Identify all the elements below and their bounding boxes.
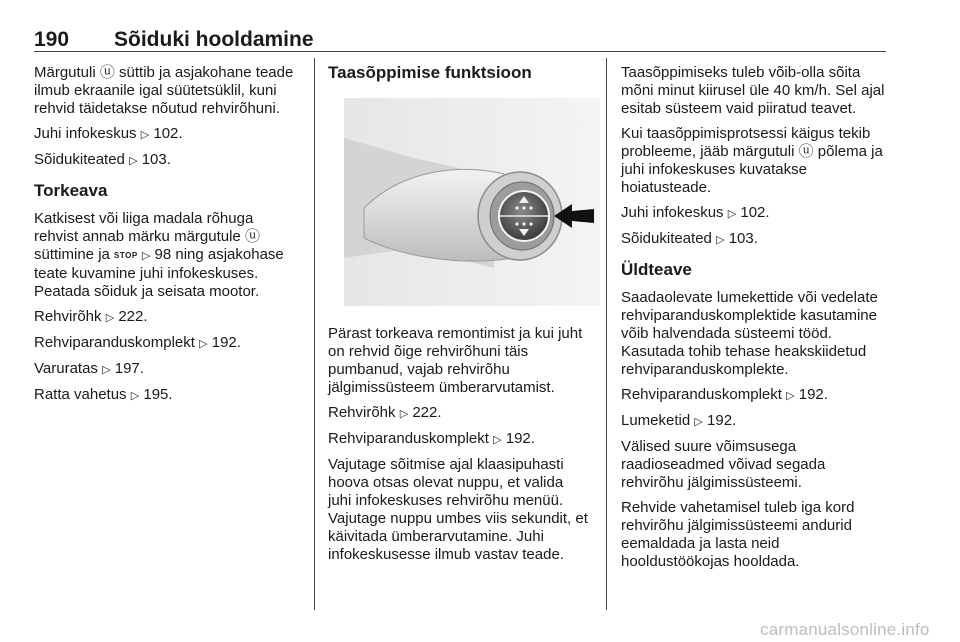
column-1 bbox=[34, 64, 299, 412]
paragraph: Katkisest või liiga madala rõhuga rehvist annab märku märgutule ⓤ süttimine ja STOP ▷ 98 ning asjakohase teate kuvamine juhi infokeskuses. Peatada sõiduk ja seisata mootor. bbox=[34, 210, 284, 300]
cross-reference[interactable]: Ratta vahetus ▷ 195. bbox=[34, 386, 173, 403]
paragraph: Saadaolevate lumekettide või vedelate rehviparanduskomplektide kasutamine võib halvendada süsteemi tööd. Kasutada tohib tehase heakskiidetud rehviparanduskomplekte. bbox=[621, 289, 878, 378]
page-ref-icon: ▷ bbox=[105, 312, 115, 324]
paragraph: Vajutage sõitmise ajal klaasipuhasti hoova otsas olevat nuppu, et valida juhi infokeskuses rehvirõhu menüü. Vajutage nuppu umbes viis sekundit, et käivitada ümberarvutamine. Juhi infokeskusesse ilmub vastav teade. bbox=[328, 456, 588, 563]
page-ref-icon: ▷ bbox=[102, 364, 111, 376]
page-ref-icon: ▷ bbox=[141, 250, 151, 262]
column-divider bbox=[606, 58, 607, 610]
cross-reference[interactable]: Sõidukiteated ▷ 103. bbox=[34, 151, 171, 168]
chapter-title: Sõiduki hooldamine bbox=[114, 28, 314, 51]
cross-reference[interactable]: Rehvirõhk ▷ 222. bbox=[34, 308, 148, 325]
cross-reference[interactable]: Rehviparanduskomplekt ▷ 192. bbox=[621, 386, 828, 403]
page-number: 190 bbox=[34, 28, 70, 51]
cross-reference[interactable]: Varuratas ▷ 197. bbox=[34, 360, 144, 377]
paragraph: Pärast torkeava remontimist ja kui juht on rehvid õige rehvirõhuni täis pumbanud, vajab rehvirõhu jälgimissüsteem ümberarvutamist. bbox=[328, 325, 583, 396]
paragraph: Rehvide vahetamisel tuleb iga kord rehvirõhu jälgimissüsteemi andurid eemaldada ja lasta neid hooldustöökojas hooldada. bbox=[621, 499, 855, 570]
paragraph: Kui taasõppimisprotsessi käigus tekib probleeme, jääb märgutuli ⓤ põlema ja juhi infokeskuses kuvatakse hoiatusteade. bbox=[621, 125, 883, 196]
page-ref-icon: ▷ bbox=[694, 416, 703, 428]
section-heading: Torkeava bbox=[34, 181, 108, 200]
page-ref-icon: ▷ bbox=[130, 390, 140, 402]
column-2 bbox=[328, 64, 588, 571]
column-3 bbox=[621, 64, 891, 578]
page-ref-icon: ▷ bbox=[140, 129, 150, 141]
page-ref-icon: ▷ bbox=[786, 390, 795, 402]
paragraph: Taasõppimiseks tuleb võib-olla sõita mõni minut kiirusel üle 40 km/h. Sel ajal esitab süsteem vaid piiratud teavet. bbox=[621, 64, 885, 117]
page-ref-icon: ▷ bbox=[716, 234, 725, 246]
cross-reference[interactable]: Sõidukiteated ▷ 103. bbox=[621, 230, 758, 247]
page-ref-icon: ▷ bbox=[129, 155, 138, 167]
cross-reference[interactable]: Rehviparanduskomplekt ▷ 192. bbox=[34, 334, 241, 351]
cross-reference[interactable]: Rehvirõhk ▷ 222. bbox=[328, 404, 442, 421]
page-ref-icon: ▷ bbox=[727, 208, 737, 220]
paragraph: Välised suure võimsusega raadioseadmed võivad segada rehvirõhu jälgimissüsteemi. bbox=[621, 438, 826, 491]
wiper-lever-button-illustration bbox=[344, 98, 600, 306]
section-heading: Üldteave bbox=[621, 260, 692, 279]
watermark-link[interactable]: carmanualsonline.info bbox=[760, 620, 930, 639]
page-ref-icon: ▷ bbox=[199, 338, 208, 350]
cross-reference[interactable]: Lumeketid ▷ 192. bbox=[621, 412, 737, 429]
section-heading: Taasõppimise funktsioon bbox=[328, 63, 532, 82]
header-rule bbox=[34, 51, 886, 52]
paragraph: Märgutuli ⓤ süttib ja asjakohane teade ilmub ekraanile igal süütetsüklil, kuni rehvid täidetakse nõutud rehvirõhuni. bbox=[34, 64, 294, 117]
cross-reference[interactable]: Juhi infokeskus ▷ 102. bbox=[34, 125, 183, 142]
stop-symbol: STOP bbox=[114, 251, 138, 260]
cross-reference[interactable]: Rehviparanduskomplekt ▷ 192. bbox=[328, 430, 535, 447]
page-header bbox=[34, 28, 886, 50]
page-ref-icon: ▷ bbox=[493, 434, 502, 446]
column-divider bbox=[314, 58, 315, 610]
cross-reference[interactable]: Juhi infokeskus ▷ 102. bbox=[621, 204, 770, 221]
page-ref-icon: ▷ bbox=[399, 408, 409, 420]
